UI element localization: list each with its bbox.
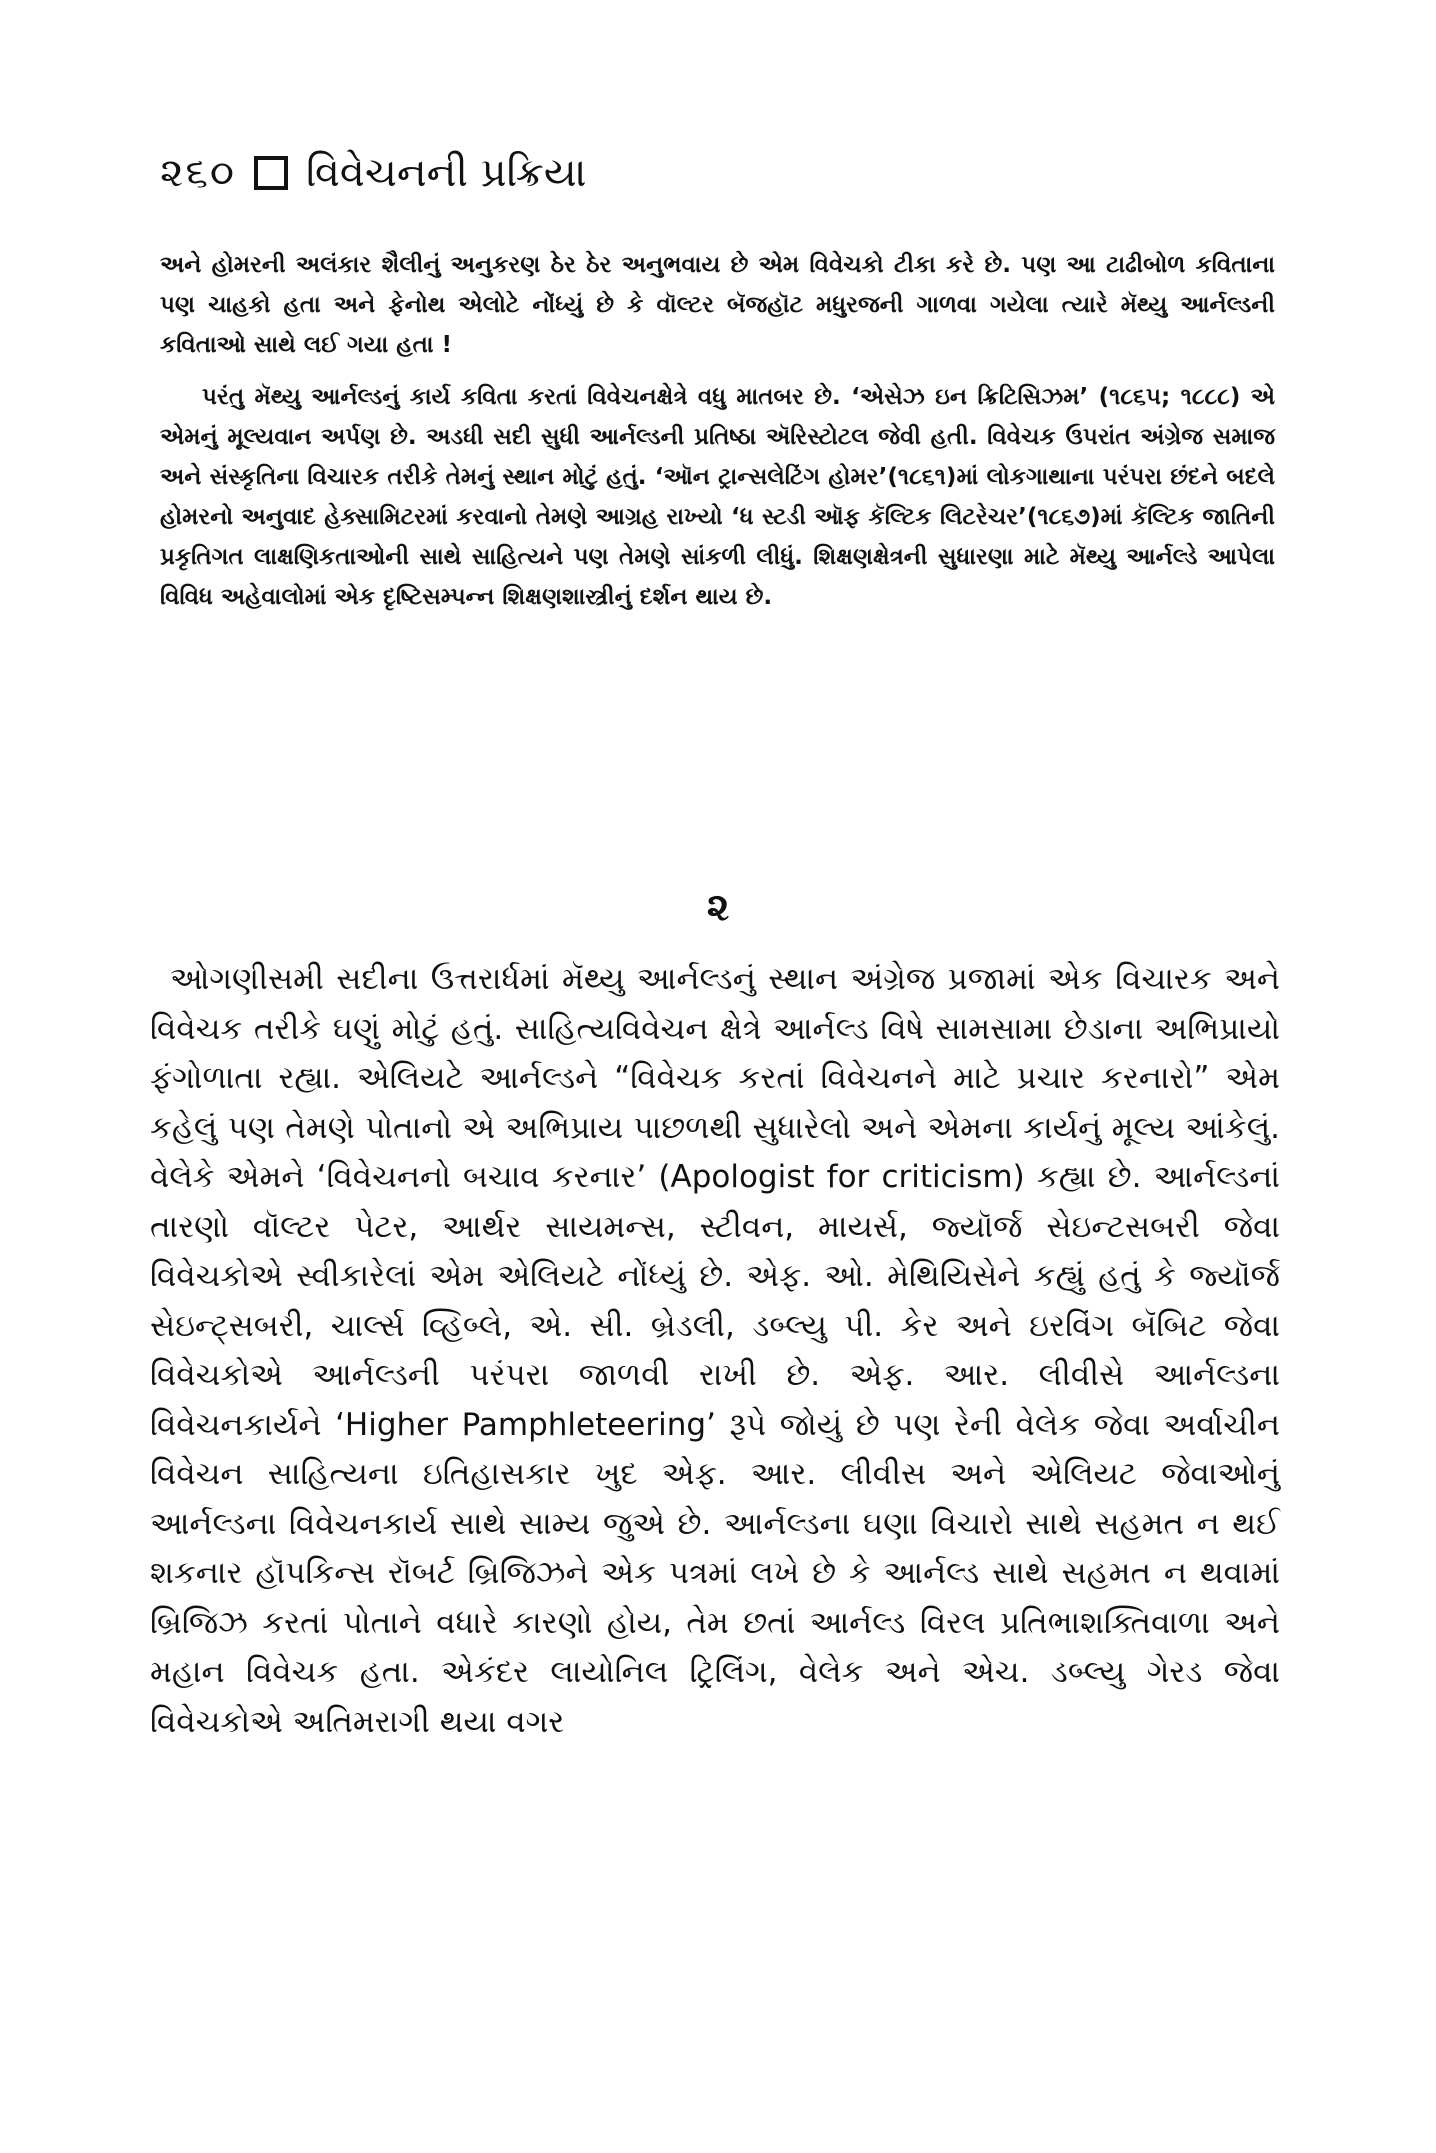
paragraph: પરંતુ મૅથ્યુ આર્નલ્ડનું કાર્ય કવિતા કરતાં વિવેચનક્ષેત્રે વધુ માતબર છે. ‘એસેઝ ઇન ક્રિટિસિઝમ’ (૧૮૬૫; ૧૮૮૮) એ એમનું મૂલ્યવાન અર્પણ છે. અડધી સદી સુધી આર્નલ્ડની પ્રતિષ્ઠા ઍરિસ્ટોટલ જેવી હતી. વિવેચક ઉપરાંત અંગ્રેજ સમાજ અને સંસ્કૃતિના વિચારક તરીકે તેમનું સ્થાન મોટું હતું. ‘ઑન ટ્રાન્સલેટિંગ હોમર’(૧૮૬૧)માં લોકગાથાના પરંપરા છંદને બદલે હોમરનો અનુવાદ હેક્સામિટરમાં કરવાનો તેમણે આગ્રહ રાખ્યો ‘ધ સ્ટડી ઑફ કૅલ્ટિક લિટરેચર’(૧૮૬૭)માં કૅલ્ટિક જાતિની પ્રકૃતિગત લાક્ષણિકતાઓની સાથે સાહિત્યને પણ તેમણે સાંકળી લીધું. શિક્ષણક્ષેત્રની સુધારણા માટે મૅથ્યુ આર્નલ્ડે આપેલા વિવિધ અહેવાલોમાં એક દૃષ્ટિસમ્પન્ન શિક્ષણશાસ્ત્રીનું દર્શન થાય છે. — [160, 384, 1275, 610]
section-number: ૨ — [706, 885, 730, 929]
paragraph: ઓગણીસમી સદીના ઉત્તરાર્ધમાં મૅથ્યુ આર્નલ્ડનું સ્થાન અંગ્રેજ પ્રજામાં એક વિચારક અને વિવેચક તરીકે ઘણું મોટું હતું. સાહિત્યવિવેચન ક્ષેત્રે આર્નલ્ડ વિષે સામસામા છેડાના અભિપ્રાયો ફંગોળાતા રહ્યા. એલિયટે આર્નલ્ડને “વિવેચક કરતાં વિવેચનને માટે પ્રચાર કરનારો” એમ કહેલું પણ તેમણે પોતાનો એ અભિપ્રાય પાછળથી સુધારેલો અને એમના કાર્યનું મૂલ્ય આંકેલું. વેલેકે એમને ‘વિવેચનનો બચાવ કરનાર’ (Apologist for criticism) કહ્યા છે. આર્નલ્ડનાં તારણો વૉલ્ટર પેટર, આર્થર સાયમન્સ, સ્ટીવન, માયર્સ, જ્યૉર્જ સેઇન્ટસબરી જેવા વિવેચકોએ સ્વીકારેલાં એમ એલિયટે નોંધ્યું છે. એફ. ઓ. મેથિયિસેને કહ્યું હતું કે જ્યૉર્જ સેઇન્ટ્સબરી, ચાર્લ્સ વ્હિબ્લે, એ. સી. બ્રેડલી, ડબ્લ્યુ પી. કેર અને ઇરવિંગ બૅબિટ જેવા વિવેચકોએ આર્નલ્ડની પરંપરા જાળવી રાખી છે. એફ. આર. લીવીસે આર્નલ્ડના વિવેચનકાર્યને ‘Higher Pamphleteering’ રૂપે જોયું છે પણ રેની વેલેક જેવા અર્વાચીન વિવેચન સાહિત્યના ઇતિહાસકાર ખુદ એફ. આર. લીવીસ અને એલિયટ જેવાઓનું આર્નલ્ડના વિવેચનકાર્ય સાથે સામ્ય જુએ છે. આર્નલ્ડના ઘણા વિચારો સાથે સહમત ન થઈ શકનાર હૉપકિન્સ રૉબર્ટ બ્રિજિઝને એક પત્રમાં લખે છે કે આર્નલ્ડ સાથે સહમત ન થવામાં બ્રિજિઝ કરતાં પોતાને વધારે કારણો હોય, તેમ છતાં આર્નલ્ડ વિરલ પ્રતિભાશક્તિવાળા અને મહાન વિવેચક હતા. એકંદર લાયોનિલ ટ્રિલિંગ, વેલેક અને એચ. ડબ્લ્યુ ગેરડ જેવા વિવેચકોએ અતિમરાગી થયા વગર — [150, 961, 1280, 1740]
running-title: વિવેચનની પ્રક્રિયા — [305, 150, 587, 196]
square-box-icon — [254, 156, 288, 190]
section-one-text — [160, 245, 1275, 617]
section-two-text — [150, 955, 1280, 1747]
page-header — [160, 150, 586, 196]
paragraph: અને હોમરની અલંકાર શૈલીનું અનુકરણ ઠેર ઠેર અનુભવાય છે એમ વિવેચકો ટીકા કરે છે. પણ આ ટાઢીબોળ કવિતાના પણ ચાહકો હતા અને ફેનોથ એલોટે નોંધ્યું છે કે વૉલ્ટર બૅજહૉટ મધુરજની ગાળવા ગયેલા ત્યારે મૅથ્યુ આર્નલ્ડની કવિતાઓ સાથે લઈ ગયા હતા ! — [160, 252, 1275, 358]
page-number: ૨૬૦ — [160, 150, 236, 196]
